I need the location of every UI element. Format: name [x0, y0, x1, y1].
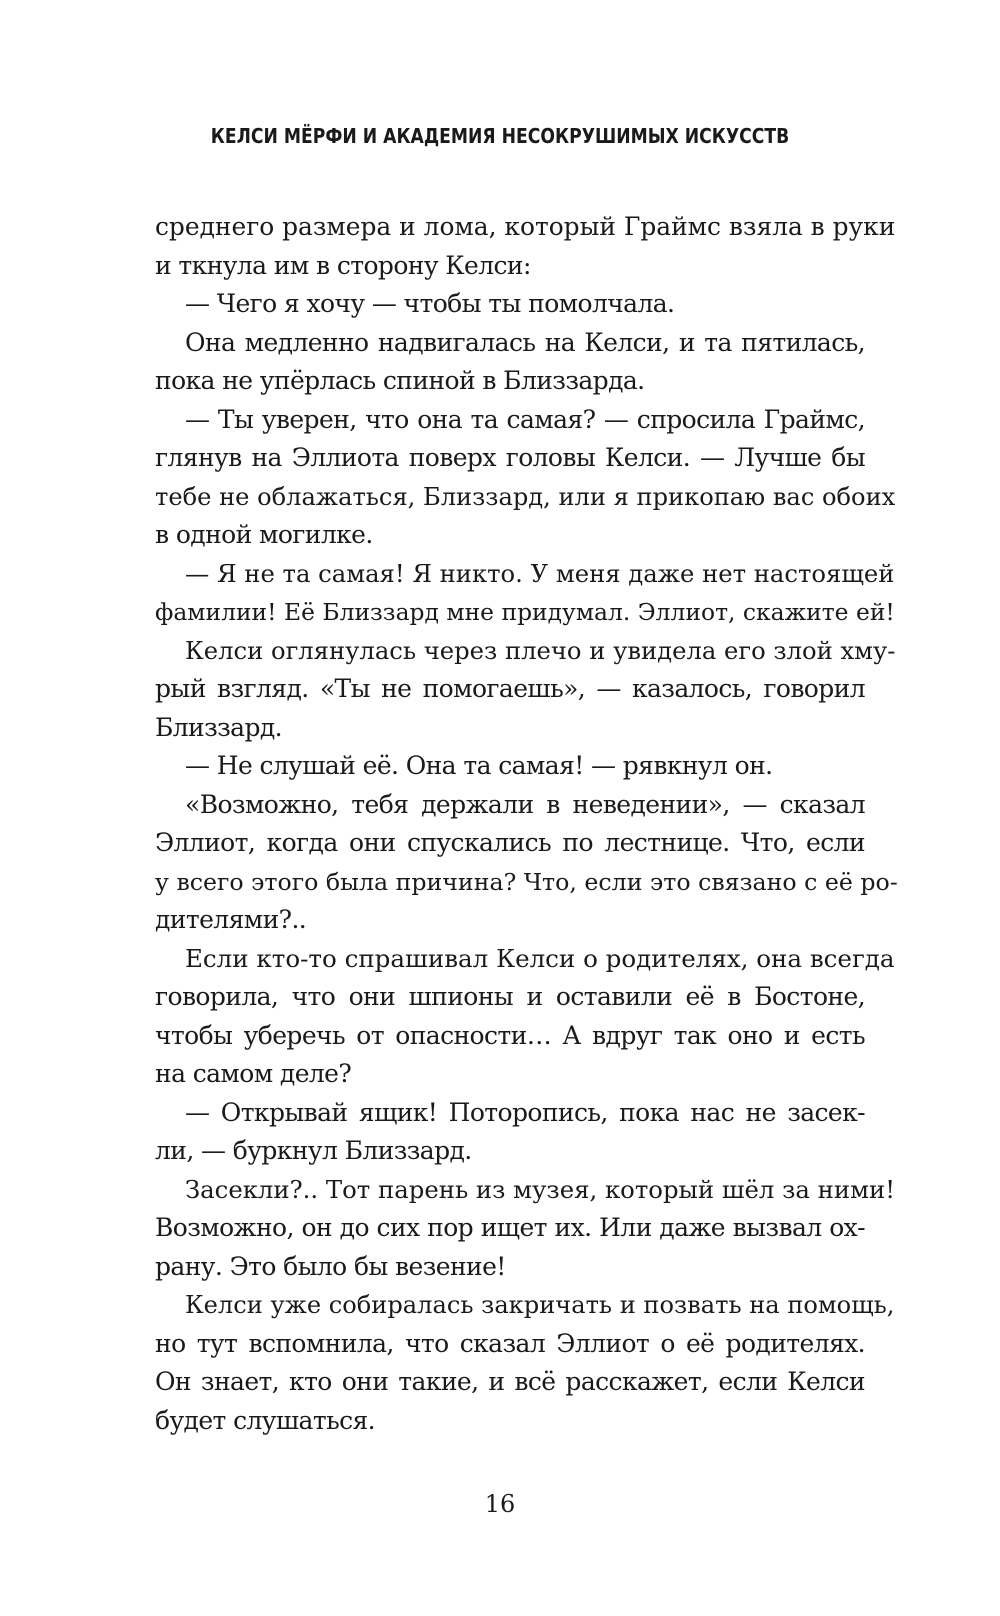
text-line: — Не слушай её. Она та самая! — рявкнул он. [185, 751, 773, 780]
page-number: 16 [484, 1490, 516, 1518]
text-line: Она медленно надвигалась на Келси, и та пятилась, [185, 327, 865, 357]
text-line: Келси оглянулась через плечо и увидела его злой хму- [185, 635, 896, 665]
text-line: ли, — буркнул Близзард. [155, 1136, 472, 1165]
text-line: в одной могилке. [155, 520, 373, 549]
text-line: Засекли?.. Тот парень из музея, который шёл за ними! [185, 1174, 896, 1204]
text-line: дителями?.. [155, 905, 307, 934]
text-line: тебе не облажаться, Близзард, или я прикопаю вас обоих [155, 482, 896, 511]
text-line: будет слушаться. [155, 1405, 376, 1435]
text-line: «Возможно, тебя держали в неведении», — сказал [185, 789, 865, 819]
text-line: рый взгляд. «Ты не помогаешь», — казалось, говорил [155, 674, 865, 703]
page-body-text [155, 208, 898, 1440]
text-line: но тут вспомнила, что сказал Эллиот о её родителях. [155, 1328, 865, 1358]
text-line: глянув на Эллиота поверх головы Келси. — Лучше бы [155, 443, 865, 472]
text-line: пока не упёрлась спиной в Близзарда. [155, 366, 645, 395]
text-line: Эллиот, когда они спускались по лестнице. Что, если [155, 828, 865, 857]
text-line: среднего размера и лома, который Граймс взяла в руки [155, 212, 896, 241]
text-line: фамилии! Её Близзард мне придумал. Эллиот, скажите ей! [155, 598, 895, 626]
text-line: Келси уже собиралась закричать и позвать на помощь, [185, 1291, 895, 1319]
text-line: говорила, что они шпионы и оставили её в Бостоне, [155, 982, 865, 1011]
text-line: Близзард. [155, 712, 283, 742]
text-line: — Я не та самая! Я никто. У меня даже нет настоящей [185, 558, 895, 588]
text-line: — Ты уверен, что она та самая? — спросила Граймс, [185, 404, 865, 434]
text-line: на самом деле? [155, 1059, 352, 1088]
text-line: и ткнула им в сторону Келси: [155, 250, 531, 280]
text-line: — Открывай ящик! Поторопись, пока нас не засек- [185, 1097, 865, 1127]
running-header-title: КЕЛСИ МЁРФИ И АКАДЕМИЯ НЕСОКРУШИМЫХ ИСКУССТВ [210, 124, 790, 148]
text-line: Возможно, он до сих пор ищет их. Или даже вызвал ох- [155, 1213, 865, 1242]
text-line: Если кто-то спрашивал Келси о родителях, она всегда [185, 943, 895, 973]
text-line: чтобы уберечь от опасности… А вдруг так оно и есть [155, 1020, 865, 1050]
text-line: — Чего я хочу — чтобы ты помолчала. [185, 289, 675, 318]
text-line: у всего этого была причина? Что, если это связано с её ро- [155, 867, 898, 896]
text-line: рану. Это было бы везение! [155, 1251, 506, 1281]
text-line: Он знает, кто они такие, и всё расскажет, если Келси [155, 1367, 865, 1396]
